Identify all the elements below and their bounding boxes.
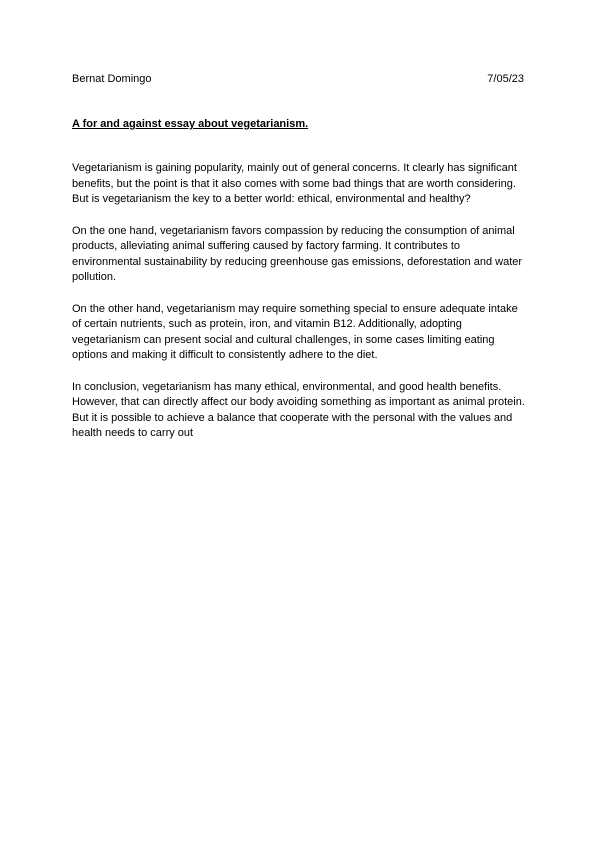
author-name: Bernat Domingo — [72, 73, 152, 85]
paragraph-introduction: Vegetarianism is gaining popularity, mainly out of general concerns. It clearly has significant benefits, but the point is that it also comes with some bad things that are worth considering. But is vegetarianism the key to a better world: ethical, environmental and healthy? — [72, 162, 517, 205]
document-header — [72, 72, 524, 86]
document-date: 7/05/23 — [487, 73, 524, 85]
essay-body — [72, 161, 528, 458]
paragraph-conclusion: In conclusion, vegetarianism has many ethical, environmental, and good health benefits. However, that can directly affect our body avoiding something as important as animal protein. But it is possible to achieve a balance that cooperate with the personal with the values and health needs to carry out — [72, 380, 525, 439]
paragraph-arguments-for: On the one hand, vegetarianism favors compassion by reducing the consumption of animal products, alleviating animal suffering caused by factory farming. It contributes to environmental sustainability by reducing greenhouse gas emissions, deforestation and water pollution. — [72, 224, 523, 283]
paragraph-arguments-against: On the other hand, vegetarianism may require something special to ensure adequate intake of certain nutrients, such as protein, iron, and vitamin B12. Additionally, adopting vegetarianism can present social and cultural challenges, in some cases limiting eating options and making it difficult to consistently adhere to the diet. — [72, 302, 518, 361]
essay-title: A for and against essay about vegetarianism. — [72, 118, 309, 130]
